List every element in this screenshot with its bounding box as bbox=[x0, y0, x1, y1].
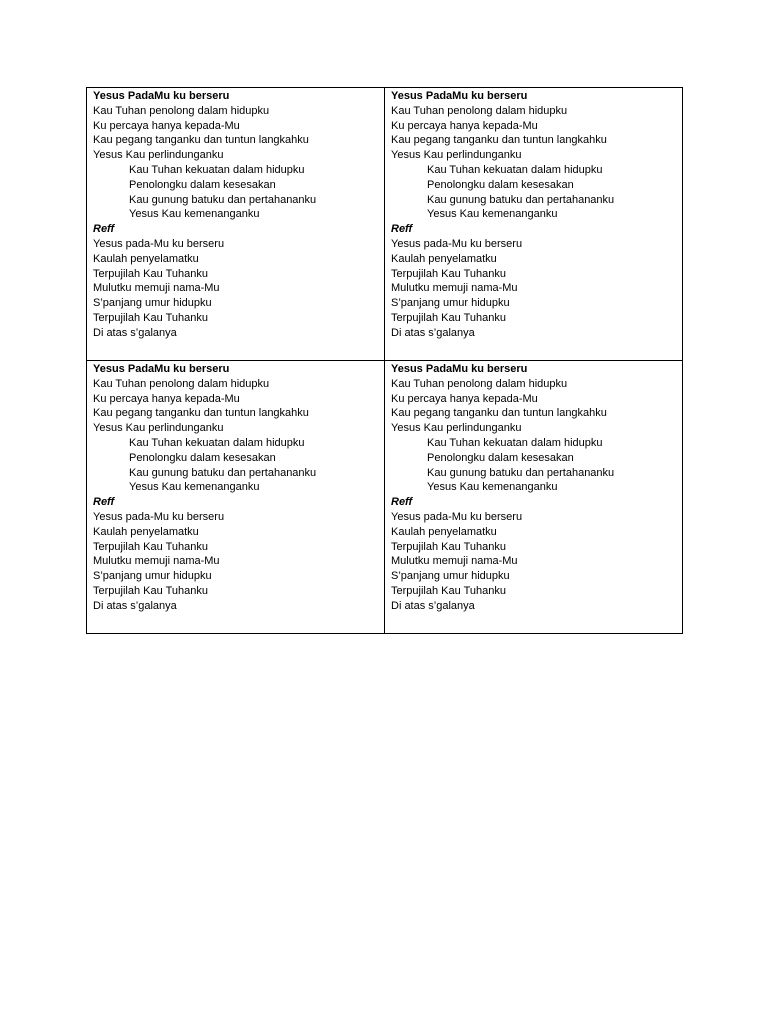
reff-label: Reff bbox=[93, 223, 115, 236]
verse-indented-line: Yesus Kau kemenanganku bbox=[427, 208, 558, 221]
table-row bbox=[87, 88, 683, 361]
verse-indented-line: Kau gunung batuku dan pertahananku bbox=[129, 193, 317, 206]
verse-indented-line: Yesus Kau kemenanganku bbox=[129, 481, 260, 494]
verse-line: Yesus Kau perlindunganku bbox=[391, 422, 522, 435]
chorus-line: Di atas s’galanya bbox=[391, 326, 475, 339]
chorus-line: Terpujilah Kau Tuhanku bbox=[93, 267, 208, 280]
verse-indented-line: Kau Tuhan kekuatan dalam hidupku bbox=[427, 163, 603, 176]
chorus-line: Yesus pada-Mu ku berseru bbox=[93, 237, 225, 250]
song-title: Yesus PadaMu ku berseru bbox=[391, 363, 528, 375]
verse-indented-line: Penolongku dalam kesesakan bbox=[129, 451, 276, 464]
table-row bbox=[87, 361, 683, 634]
chorus-line: Mulutku memuji nama-Mu bbox=[93, 282, 220, 295]
reff-label: Reff bbox=[391, 223, 413, 236]
chorus-line: Terpujilah Kau Tuhanku bbox=[391, 267, 506, 280]
chorus-line: Terpujilah Kau Tuhanku bbox=[93, 311, 208, 324]
verse-line: Ku percaya hanya kepada-Mu bbox=[391, 392, 538, 405]
chorus-line: Mulutku memuji nama-Mu bbox=[391, 282, 518, 295]
verse-indented-line: Penolongku dalam kesesakan bbox=[427, 178, 574, 191]
chorus-line: Di atas s’galanya bbox=[93, 599, 177, 612]
chorus-line: Terpujilah Kau Tuhanku bbox=[93, 540, 208, 553]
verse-line: Kau pegang tanganku dan tuntun langkahku bbox=[391, 134, 607, 147]
verse-indented-line: Penolongku dalam kesesakan bbox=[129, 178, 276, 191]
chorus-line: S’panjang umur hidupku bbox=[391, 570, 510, 583]
chorus-line: Terpujilah Kau Tuhanku bbox=[391, 584, 506, 597]
chorus-line: Mulutku memuji nama-Mu bbox=[391, 555, 518, 568]
verse-line: Kau pegang tanganku dan tuntun langkahku bbox=[93, 407, 309, 420]
verse-indented-line: Kau gunung batuku dan pertahananku bbox=[427, 466, 615, 479]
verse-indented-line: Yesus Kau kemenanganku bbox=[427, 481, 558, 494]
verse-indented-line: Kau Tuhan kekuatan dalam hidupku bbox=[129, 436, 305, 449]
verse-line: Kau Tuhan penolong dalam hidupku bbox=[391, 104, 568, 117]
verse-line: Kau Tuhan penolong dalam hidupku bbox=[391, 377, 568, 390]
verse-line: Yesus Kau perlindunganku bbox=[93, 422, 224, 435]
chorus-line: S’panjang umur hidupku bbox=[93, 570, 212, 583]
verse-indented-line: Kau Tuhan kekuatan dalam hidupku bbox=[129, 163, 305, 176]
lyric-cell bbox=[87, 361, 385, 634]
chorus-line: S’panjang umur hidupku bbox=[93, 297, 212, 310]
chorus-line: S’panjang umur hidupku bbox=[391, 297, 510, 310]
chorus-line: Terpujilah Kau Tuhanku bbox=[391, 540, 506, 553]
chorus-line: Kaulah penyelamatku bbox=[391, 252, 497, 265]
lyric-cell bbox=[87, 88, 385, 361]
verse-line: Ku percaya hanya kepada-Mu bbox=[93, 119, 240, 132]
verse-line: Kau pegang tanganku dan tuntun langkahku bbox=[391, 407, 607, 420]
verse-indented-line: Kau Tuhan kekuatan dalam hidupku bbox=[427, 436, 603, 449]
chorus-line: Yesus pada-Mu ku berseru bbox=[391, 510, 523, 523]
verse-indented-line: Kau gunung batuku dan pertahananku bbox=[427, 193, 615, 206]
verse-line: Kau pegang tanganku dan tuntun langkahku bbox=[93, 134, 309, 147]
chorus-line: Yesus pada-Mu ku berseru bbox=[93, 510, 225, 523]
chorus-line: Yesus pada-Mu ku berseru bbox=[391, 237, 523, 250]
reff-label: Reff bbox=[93, 496, 115, 509]
song-title: Yesus PadaMu ku berseru bbox=[93, 363, 230, 375]
verse-line: Kau Tuhan penolong dalam hidupku bbox=[93, 104, 270, 117]
chorus-line: Terpujilah Kau Tuhanku bbox=[93, 584, 208, 597]
song-title: Yesus PadaMu ku berseru bbox=[391, 90, 528, 102]
verse-line: Ku percaya hanya kepada-Mu bbox=[93, 392, 240, 405]
lyric-cell bbox=[385, 88, 683, 361]
lyric-cell bbox=[385, 361, 683, 634]
song-title: Yesus PadaMu ku berseru bbox=[93, 90, 230, 102]
verse-indented-line: Penolongku dalam kesesakan bbox=[427, 451, 574, 464]
verse-line: Ku percaya hanya kepada-Mu bbox=[391, 119, 538, 132]
verse-indented-line: Yesus Kau kemenanganku bbox=[129, 208, 260, 221]
verse-line: Yesus Kau perlindunganku bbox=[93, 149, 224, 162]
reff-label: Reff bbox=[391, 496, 413, 509]
verse-line: Kau Tuhan penolong dalam hidupku bbox=[93, 377, 270, 390]
lyric-sheet-table bbox=[86, 87, 683, 634]
chorus-line: Mulutku memuji nama-Mu bbox=[93, 555, 220, 568]
verse-indented-line: Kau gunung batuku dan pertahananku bbox=[129, 466, 317, 479]
chorus-line: Terpujilah Kau Tuhanku bbox=[391, 311, 506, 324]
chorus-line: Kaulah penyelamatku bbox=[93, 252, 199, 265]
chorus-line: Di atas s’galanya bbox=[391, 599, 475, 612]
chorus-line: Di atas s’galanya bbox=[93, 326, 177, 339]
chorus-line: Kaulah penyelamatku bbox=[391, 525, 497, 538]
chorus-line: Kaulah penyelamatku bbox=[93, 525, 199, 538]
verse-line: Yesus Kau perlindunganku bbox=[391, 149, 522, 162]
